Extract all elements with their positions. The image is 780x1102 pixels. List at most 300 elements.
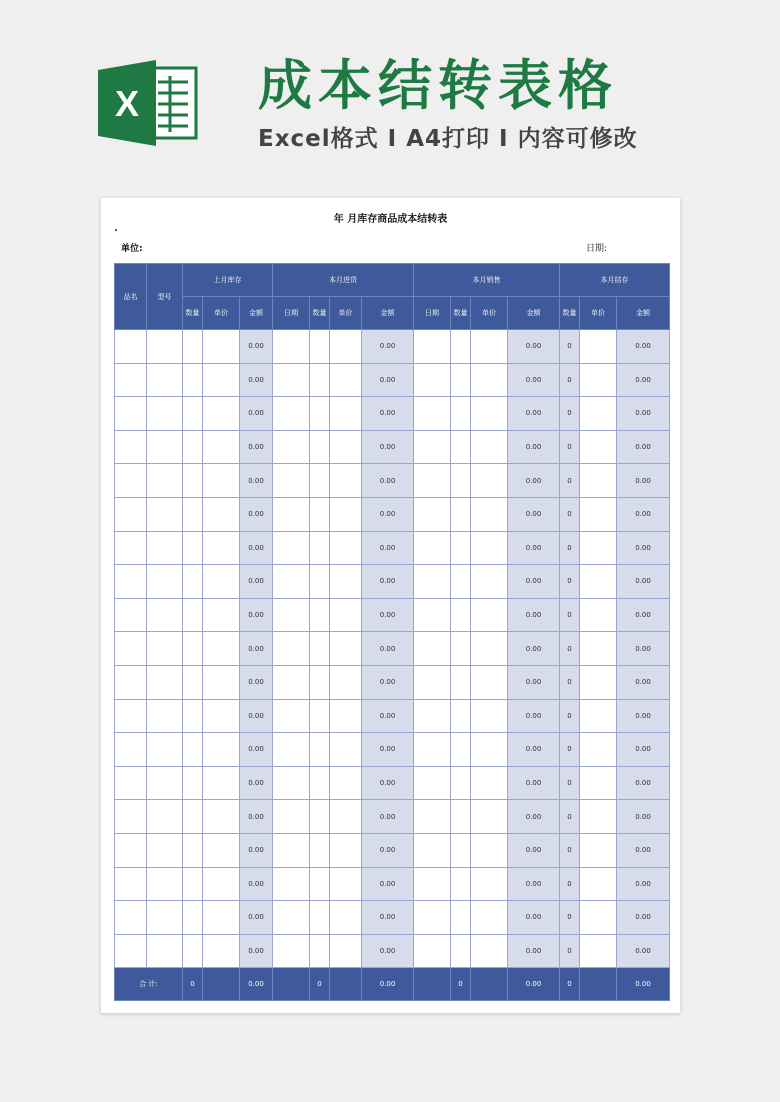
cell-purchases-date[interactable] [273, 665, 310, 699]
cell-sales-price[interactable] [471, 397, 508, 431]
cell-opening-price[interactable] [203, 934, 240, 968]
cell-opening-qty[interactable] [183, 363, 203, 397]
cell-purchases-amount[interactable]: 0.00 [362, 598, 414, 632]
cell-sales-date[interactable] [414, 901, 451, 935]
cell-closing-amount[interactable]: 0.00 [617, 766, 670, 800]
cell-closing-price[interactable] [580, 497, 617, 531]
cell-sales-price[interactable] [471, 733, 508, 767]
cell-closing-qty[interactable]: 0 [560, 565, 580, 599]
cell-purchases-date[interactable] [273, 901, 310, 935]
cell-purchases-date[interactable] [273, 766, 310, 800]
cell-closing-price[interactable] [580, 901, 617, 935]
cell-closing-qty[interactable]: 0 [560, 430, 580, 464]
cell-model[interactable] [147, 397, 183, 431]
cell-opening-qty[interactable] [183, 464, 203, 498]
cell-sales-qty[interactable] [451, 733, 471, 767]
cell-opening-price[interactable] [203, 397, 240, 431]
cell-sales-amount[interactable]: 0.00 [508, 565, 560, 599]
cell-model[interactable] [147, 632, 183, 666]
cell-closing-amount[interactable]: 0.00 [617, 497, 670, 531]
cell-purchases-qty[interactable] [310, 733, 330, 767]
cell-purchases-date[interactable] [273, 833, 310, 867]
cell-closing-amount[interactable]: 0.00 [617, 330, 670, 364]
cell-sales-qty[interactable] [451, 497, 471, 531]
cell-opening-price[interactable] [203, 531, 240, 565]
cell-purchases-qty[interactable] [310, 430, 330, 464]
cell-opening-qty[interactable] [183, 430, 203, 464]
cell-sales-amount[interactable]: 0.00 [508, 833, 560, 867]
cell-opening-price[interactable] [203, 632, 240, 666]
cell-opening-amount[interactable]: 0.00 [240, 363, 273, 397]
cell-sales-price[interactable] [471, 632, 508, 666]
cell-model[interactable] [147, 464, 183, 498]
cell-purchases-price[interactable] [330, 901, 362, 935]
cell-closing-qty[interactable]: 0 [560, 934, 580, 968]
cell-opening-qty[interactable] [183, 833, 203, 867]
cell-sales-qty[interactable] [451, 833, 471, 867]
cell-purchases-amount[interactable]: 0.00 [362, 867, 414, 901]
cell-closing-amount[interactable]: 0.00 [617, 430, 670, 464]
cell-model[interactable] [147, 833, 183, 867]
cell-purchases-date[interactable] [273, 632, 310, 666]
cell-closing-amount[interactable]: 0.00 [617, 800, 670, 834]
cell-sales-amount[interactable]: 0.00 [508, 901, 560, 935]
cell-model[interactable] [147, 766, 183, 800]
cell-opening-amount[interactable]: 0.00 [240, 531, 273, 565]
cell-name[interactable] [115, 363, 147, 397]
cell-sales-amount[interactable]: 0.00 [508, 330, 560, 364]
cell-sales-amount[interactable]: 0.00 [508, 699, 560, 733]
cell-opening-amount[interactable]: 0.00 [240, 665, 273, 699]
cell-closing-price[interactable] [580, 934, 617, 968]
cell-closing-qty[interactable]: 0 [560, 531, 580, 565]
cell-opening-price[interactable] [203, 901, 240, 935]
cell-opening-qty[interactable] [183, 867, 203, 901]
cell-closing-amount[interactable]: 0.00 [617, 632, 670, 666]
cell-sales-date[interactable] [414, 330, 451, 364]
cell-opening-price[interactable] [203, 800, 240, 834]
cell-purchases-date[interactable] [273, 497, 310, 531]
cell-sales-date[interactable] [414, 430, 451, 464]
cell-opening-price[interactable] [203, 497, 240, 531]
cell-sales-qty[interactable] [451, 430, 471, 464]
cell-closing-price[interactable] [580, 632, 617, 666]
cell-sales-amount[interactable]: 0.00 [508, 430, 560, 464]
cell-model[interactable] [147, 565, 183, 599]
cell-sales-amount[interactable]: 0.00 [508, 464, 560, 498]
cell-closing-amount[interactable]: 0.00 [617, 397, 670, 431]
cell-purchases-date[interactable] [273, 397, 310, 431]
cell-sales-price[interactable] [471, 531, 508, 565]
cell-model[interactable] [147, 531, 183, 565]
cell-closing-amount[interactable]: 0.00 [617, 901, 670, 935]
cell-sales-qty[interactable] [451, 766, 471, 800]
cell-opening-qty[interactable] [183, 901, 203, 935]
cell-closing-amount[interactable]: 0.00 [617, 867, 670, 901]
cell-model[interactable] [147, 800, 183, 834]
cell-sales-amount[interactable]: 0.00 [508, 363, 560, 397]
cell-name[interactable] [115, 733, 147, 767]
cell-purchases-amount[interactable]: 0.00 [362, 497, 414, 531]
cell-sales-qty[interactable] [451, 665, 471, 699]
cell-closing-price[interactable] [580, 464, 617, 498]
cell-opening-qty[interactable] [183, 733, 203, 767]
cell-model[interactable] [147, 430, 183, 464]
cell-purchases-amount[interactable]: 0.00 [362, 464, 414, 498]
cell-closing-qty[interactable]: 0 [560, 397, 580, 431]
cell-opening-qty[interactable] [183, 699, 203, 733]
cell-opening-amount[interactable]: 0.00 [240, 397, 273, 431]
cell-purchases-amount[interactable]: 0.00 [362, 934, 414, 968]
cell-purchases-qty[interactable] [310, 766, 330, 800]
cell-purchases-qty[interactable] [310, 565, 330, 599]
cell-closing-qty[interactable]: 0 [560, 464, 580, 498]
cell-closing-qty[interactable]: 0 [560, 766, 580, 800]
cell-sales-qty[interactable] [451, 397, 471, 431]
cell-opening-price[interactable] [203, 363, 240, 397]
cell-purchases-price[interactable] [330, 934, 362, 968]
cell-sales-date[interactable] [414, 497, 451, 531]
cell-purchases-qty[interactable] [310, 330, 330, 364]
cell-closing-qty[interactable]: 0 [560, 497, 580, 531]
cell-opening-amount[interactable]: 0.00 [240, 632, 273, 666]
cell-opening-amount[interactable]: 0.00 [240, 330, 273, 364]
cell-model[interactable] [147, 934, 183, 968]
cell-purchases-amount[interactable]: 0.00 [362, 632, 414, 666]
cell-purchases-amount[interactable]: 0.00 [362, 833, 414, 867]
cell-closing-qty[interactable]: 0 [560, 867, 580, 901]
cell-closing-amount[interactable]: 0.00 [617, 934, 670, 968]
cell-sales-price[interactable] [471, 430, 508, 464]
cell-purchases-price[interactable] [330, 497, 362, 531]
cell-purchases-amount[interactable]: 0.00 [362, 733, 414, 767]
cell-closing-amount[interactable]: 0.00 [617, 464, 670, 498]
cell-sales-price[interactable] [471, 867, 508, 901]
cell-sales-price[interactable] [471, 665, 508, 699]
cell-opening-amount[interactable]: 0.00 [240, 867, 273, 901]
cell-opening-amount[interactable]: 0.00 [240, 901, 273, 935]
cell-model[interactable] [147, 330, 183, 364]
cell-purchases-qty[interactable] [310, 598, 330, 632]
cell-opening-price[interactable] [203, 867, 240, 901]
cell-closing-qty[interactable]: 0 [560, 699, 580, 733]
cell-opening-price[interactable] [203, 598, 240, 632]
cell-purchases-price[interactable] [330, 531, 362, 565]
cell-purchases-date[interactable] [273, 867, 310, 901]
cell-sales-qty[interactable] [451, 800, 471, 834]
cell-purchases-qty[interactable] [310, 699, 330, 733]
cell-closing-amount[interactable]: 0.00 [617, 598, 670, 632]
cell-name[interactable] [115, 800, 147, 834]
cell-sales-date[interactable] [414, 565, 451, 599]
cell-closing-amount[interactable]: 0.00 [617, 363, 670, 397]
cell-purchases-amount[interactable]: 0.00 [362, 430, 414, 464]
cell-closing-price[interactable] [580, 430, 617, 464]
cell-purchases-qty[interactable] [310, 397, 330, 431]
cell-purchases-price[interactable] [330, 733, 362, 767]
cell-closing-qty[interactable]: 0 [560, 632, 580, 666]
cell-sales-date[interactable] [414, 867, 451, 901]
cell-opening-price[interactable] [203, 565, 240, 599]
cell-model[interactable] [147, 867, 183, 901]
cell-purchases-amount[interactable]: 0.00 [362, 665, 414, 699]
cell-sales-date[interactable] [414, 665, 451, 699]
cell-opening-price[interactable] [203, 733, 240, 767]
cell-opening-price[interactable] [203, 665, 240, 699]
cell-name[interactable] [115, 397, 147, 431]
cell-closing-qty[interactable]: 0 [560, 363, 580, 397]
cell-sales-date[interactable] [414, 464, 451, 498]
cell-sales-amount[interactable]: 0.00 [508, 665, 560, 699]
cell-closing-amount[interactable]: 0.00 [617, 531, 670, 565]
cell-purchases-amount[interactable]: 0.00 [362, 901, 414, 935]
cell-purchases-price[interactable] [330, 665, 362, 699]
cell-sales-price[interactable] [471, 766, 508, 800]
cell-purchases-amount[interactable]: 0.00 [362, 766, 414, 800]
cell-sales-amount[interactable]: 0.00 [508, 733, 560, 767]
cell-closing-price[interactable] [580, 833, 617, 867]
cell-purchases-qty[interactable] [310, 833, 330, 867]
cell-purchases-date[interactable] [273, 363, 310, 397]
cell-purchases-date[interactable] [273, 430, 310, 464]
cell-sales-qty[interactable] [451, 330, 471, 364]
cell-opening-amount[interactable]: 0.00 [240, 497, 273, 531]
cell-purchases-price[interactable] [330, 800, 362, 834]
cell-sales-price[interactable] [471, 901, 508, 935]
cell-sales-amount[interactable]: 0.00 [508, 397, 560, 431]
cell-closing-qty[interactable]: 0 [560, 833, 580, 867]
cell-opening-amount[interactable]: 0.00 [240, 833, 273, 867]
cell-purchases-date[interactable] [273, 699, 310, 733]
cell-closing-qty[interactable]: 0 [560, 733, 580, 767]
cell-sales-price[interactable] [471, 565, 508, 599]
cell-purchases-qty[interactable] [310, 497, 330, 531]
cell-opening-qty[interactable] [183, 330, 203, 364]
cell-purchases-date[interactable] [273, 330, 310, 364]
cell-opening-price[interactable] [203, 766, 240, 800]
cell-purchases-date[interactable] [273, 934, 310, 968]
cell-opening-price[interactable] [203, 430, 240, 464]
cell-opening-qty[interactable] [183, 632, 203, 666]
cell-opening-qty[interactable] [183, 397, 203, 431]
cell-opening-price[interactable] [203, 833, 240, 867]
cell-sales-price[interactable] [471, 800, 508, 834]
cell-sales-date[interactable] [414, 833, 451, 867]
cell-purchases-date[interactable] [273, 464, 310, 498]
cell-opening-qty[interactable] [183, 598, 203, 632]
cell-name[interactable] [115, 766, 147, 800]
cell-closing-price[interactable] [580, 531, 617, 565]
cell-opening-qty[interactable] [183, 766, 203, 800]
cell-closing-amount[interactable]: 0.00 [617, 733, 670, 767]
cell-closing-amount[interactable]: 0.00 [617, 565, 670, 599]
cell-name[interactable] [115, 531, 147, 565]
cell-closing-amount[interactable]: 0.00 [617, 665, 670, 699]
cell-purchases-date[interactable] [273, 733, 310, 767]
cell-purchases-qty[interactable] [310, 867, 330, 901]
cell-sales-date[interactable] [414, 531, 451, 565]
cell-sales-price[interactable] [471, 598, 508, 632]
cell-purchases-price[interactable] [330, 464, 362, 498]
cell-closing-amount[interactable]: 0.00 [617, 833, 670, 867]
cell-model[interactable] [147, 733, 183, 767]
cell-name[interactable] [115, 330, 147, 364]
cell-sales-qty[interactable] [451, 464, 471, 498]
cell-sales-date[interactable] [414, 598, 451, 632]
cell-purchases-amount[interactable]: 0.00 [362, 531, 414, 565]
cell-closing-price[interactable] [580, 867, 617, 901]
cell-purchases-qty[interactable] [310, 934, 330, 968]
cell-name[interactable] [115, 598, 147, 632]
cell-name[interactable] [115, 934, 147, 968]
cell-opening-qty[interactable] [183, 800, 203, 834]
cell-name[interactable] [115, 867, 147, 901]
cell-closing-amount[interactable]: 0.00 [617, 699, 670, 733]
cell-name[interactable] [115, 665, 147, 699]
cell-purchases-amount[interactable]: 0.00 [362, 330, 414, 364]
cell-name[interactable] [115, 833, 147, 867]
cell-opening-amount[interactable]: 0.00 [240, 565, 273, 599]
cell-sales-price[interactable] [471, 833, 508, 867]
cell-closing-price[interactable] [580, 800, 617, 834]
cell-purchases-price[interactable] [330, 565, 362, 599]
cell-sales-date[interactable] [414, 363, 451, 397]
cell-name[interactable] [115, 901, 147, 935]
cell-purchases-qty[interactable] [310, 363, 330, 397]
cell-opening-amount[interactable]: 0.00 [240, 934, 273, 968]
cell-purchases-qty[interactable] [310, 665, 330, 699]
cell-sales-date[interactable] [414, 800, 451, 834]
cell-purchases-qty[interactable] [310, 800, 330, 834]
cell-sales-amount[interactable]: 0.00 [508, 800, 560, 834]
cell-sales-amount[interactable]: 0.00 [508, 632, 560, 666]
cell-opening-amount[interactable]: 0.00 [240, 699, 273, 733]
cell-closing-price[interactable] [580, 733, 617, 767]
cell-purchases-amount[interactable]: 0.00 [362, 363, 414, 397]
cell-opening-qty[interactable] [183, 565, 203, 599]
cell-model[interactable] [147, 699, 183, 733]
cell-purchases-date[interactable] [273, 800, 310, 834]
cell-closing-qty[interactable]: 0 [560, 800, 580, 834]
cell-closing-price[interactable] [580, 598, 617, 632]
cell-sales-date[interactable] [414, 766, 451, 800]
cell-sales-qty[interactable] [451, 632, 471, 666]
cell-purchases-price[interactable] [330, 867, 362, 901]
cell-purchases-amount[interactable]: 0.00 [362, 397, 414, 431]
cell-purchases-qty[interactable] [310, 901, 330, 935]
cell-sales-qty[interactable] [451, 565, 471, 599]
cell-name[interactable] [115, 497, 147, 531]
cell-model[interactable] [147, 497, 183, 531]
cell-sales-amount[interactable]: 0.00 [508, 531, 560, 565]
cell-sales-price[interactable] [471, 699, 508, 733]
cell-name[interactable] [115, 464, 147, 498]
cell-closing-price[interactable] [580, 699, 617, 733]
cell-sales-qty[interactable] [451, 867, 471, 901]
cell-sales-qty[interactable] [451, 531, 471, 565]
cell-closing-qty[interactable]: 0 [560, 665, 580, 699]
cell-opening-price[interactable] [203, 464, 240, 498]
cell-sales-price[interactable] [471, 330, 508, 364]
cell-purchases-price[interactable] [330, 766, 362, 800]
cell-purchases-date[interactable] [273, 598, 310, 632]
cell-sales-date[interactable] [414, 397, 451, 431]
cell-opening-amount[interactable]: 0.00 [240, 766, 273, 800]
cell-purchases-price[interactable] [330, 397, 362, 431]
cell-opening-qty[interactable] [183, 497, 203, 531]
cell-model[interactable] [147, 363, 183, 397]
cell-name[interactable] [115, 565, 147, 599]
cell-name[interactable] [115, 430, 147, 464]
cell-sales-qty[interactable] [451, 363, 471, 397]
cell-sales-amount[interactable]: 0.00 [508, 934, 560, 968]
cell-purchases-amount[interactable]: 0.00 [362, 699, 414, 733]
cell-closing-price[interactable] [580, 665, 617, 699]
cell-opening-amount[interactable]: 0.00 [240, 800, 273, 834]
cell-opening-amount[interactable]: 0.00 [240, 430, 273, 464]
cell-sales-date[interactable] [414, 699, 451, 733]
cell-sales-date[interactable] [414, 733, 451, 767]
cell-closing-price[interactable] [580, 766, 617, 800]
cell-opening-amount[interactable]: 0.00 [240, 598, 273, 632]
cell-closing-price[interactable] [580, 363, 617, 397]
cell-purchases-qty[interactable] [310, 464, 330, 498]
cell-opening-price[interactable] [203, 330, 240, 364]
cell-sales-qty[interactable] [451, 934, 471, 968]
cell-closing-qty[interactable]: 0 [560, 598, 580, 632]
cell-purchases-price[interactable] [330, 363, 362, 397]
cell-closing-qty[interactable]: 0 [560, 330, 580, 364]
cell-sales-price[interactable] [471, 934, 508, 968]
cell-purchases-qty[interactable] [310, 531, 330, 565]
cell-sales-price[interactable] [471, 363, 508, 397]
cell-closing-price[interactable] [580, 565, 617, 599]
cell-sales-date[interactable] [414, 934, 451, 968]
cell-name[interactable] [115, 632, 147, 666]
cell-sales-amount[interactable]: 0.00 [508, 497, 560, 531]
cell-name[interactable] [115, 699, 147, 733]
cell-purchases-amount[interactable]: 0.00 [362, 565, 414, 599]
cell-sales-qty[interactable] [451, 699, 471, 733]
cell-model[interactable] [147, 665, 183, 699]
cell-closing-price[interactable] [580, 397, 617, 431]
cell-purchases-date[interactable] [273, 531, 310, 565]
cell-purchases-amount[interactable]: 0.00 [362, 800, 414, 834]
cell-opening-qty[interactable] [183, 934, 203, 968]
cell-model[interactable] [147, 598, 183, 632]
cell-purchases-price[interactable] [330, 699, 362, 733]
cell-purchases-qty[interactable] [310, 632, 330, 666]
cell-sales-price[interactable] [471, 497, 508, 531]
cell-purchases-price[interactable] [330, 430, 362, 464]
cell-opening-amount[interactable]: 0.00 [240, 464, 273, 498]
cell-opening-qty[interactable] [183, 665, 203, 699]
cell-purchases-price[interactable] [330, 598, 362, 632]
cell-sales-amount[interactable]: 0.00 [508, 766, 560, 800]
cell-sales-price[interactable] [471, 464, 508, 498]
cell-sales-amount[interactable]: 0.00 [508, 598, 560, 632]
cell-purchases-price[interactable] [330, 632, 362, 666]
cell-opening-amount[interactable]: 0.00 [240, 733, 273, 767]
cell-closing-price[interactable] [580, 330, 617, 364]
cell-opening-qty[interactable] [183, 531, 203, 565]
cell-sales-qty[interactable] [451, 598, 471, 632]
cell-purchases-price[interactable] [330, 833, 362, 867]
cell-purchases-date[interactable] [273, 565, 310, 599]
cell-sales-amount[interactable]: 0.00 [508, 867, 560, 901]
cell-sales-date[interactable] [414, 632, 451, 666]
cell-closing-qty[interactable]: 0 [560, 901, 580, 935]
